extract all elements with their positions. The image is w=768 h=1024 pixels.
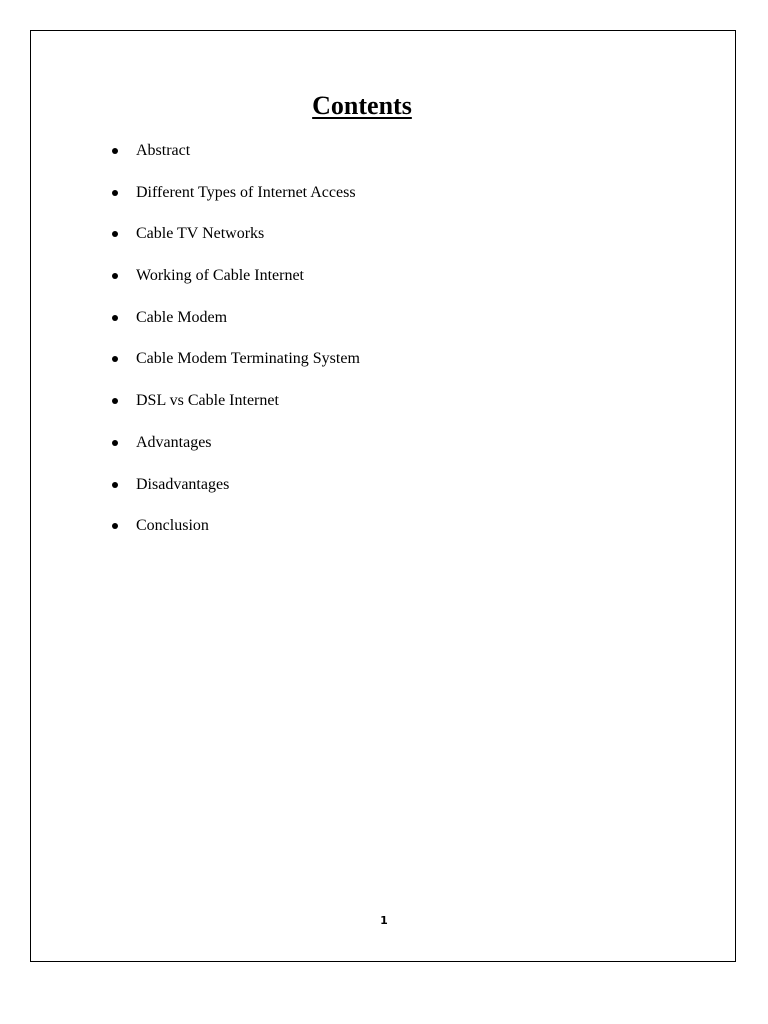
toc-item (108, 474, 360, 516)
page-title: Contents (312, 91, 412, 120)
toc-item (108, 515, 360, 557)
bullet-icon (112, 523, 118, 529)
bullet-icon (112, 148, 118, 154)
toc-item-label: Abstract (136, 142, 191, 159)
table-of-contents (108, 140, 360, 557)
toc-item (108, 390, 360, 432)
toc-item (108, 265, 360, 307)
bullet-icon (112, 231, 118, 237)
bullet-icon (112, 190, 118, 196)
toc-item (108, 182, 360, 224)
toc-item-label: DSL vs Cable Internet (136, 392, 279, 410)
bullet-icon (112, 273, 118, 279)
toc-item (108, 432, 360, 474)
toc-item (108, 223, 360, 265)
bullet-icon (112, 398, 118, 404)
bullet-icon (112, 440, 118, 446)
toc-item-label: Working of Cable Internet (136, 267, 304, 285)
toc-item-label: Cable TV Networks (136, 225, 265, 243)
toc-item (108, 307, 360, 349)
toc-item-label: Conclusion (136, 517, 209, 535)
toc-item-label: Disadvantages (136, 475, 230, 493)
toc-item-label: Cable Modem Terminating System (136, 350, 360, 368)
toc-item-label: Cable Modem (136, 308, 228, 326)
toc-item (108, 140, 360, 182)
toc-item (108, 348, 360, 390)
bullet-icon (112, 482, 118, 488)
bullet-icon (112, 356, 118, 362)
page-number: 1 (380, 914, 388, 927)
toc-item-label: Advantages (136, 433, 212, 451)
bullet-icon (112, 315, 118, 321)
toc-item-label: Different Types of Internet Access (136, 183, 356, 201)
